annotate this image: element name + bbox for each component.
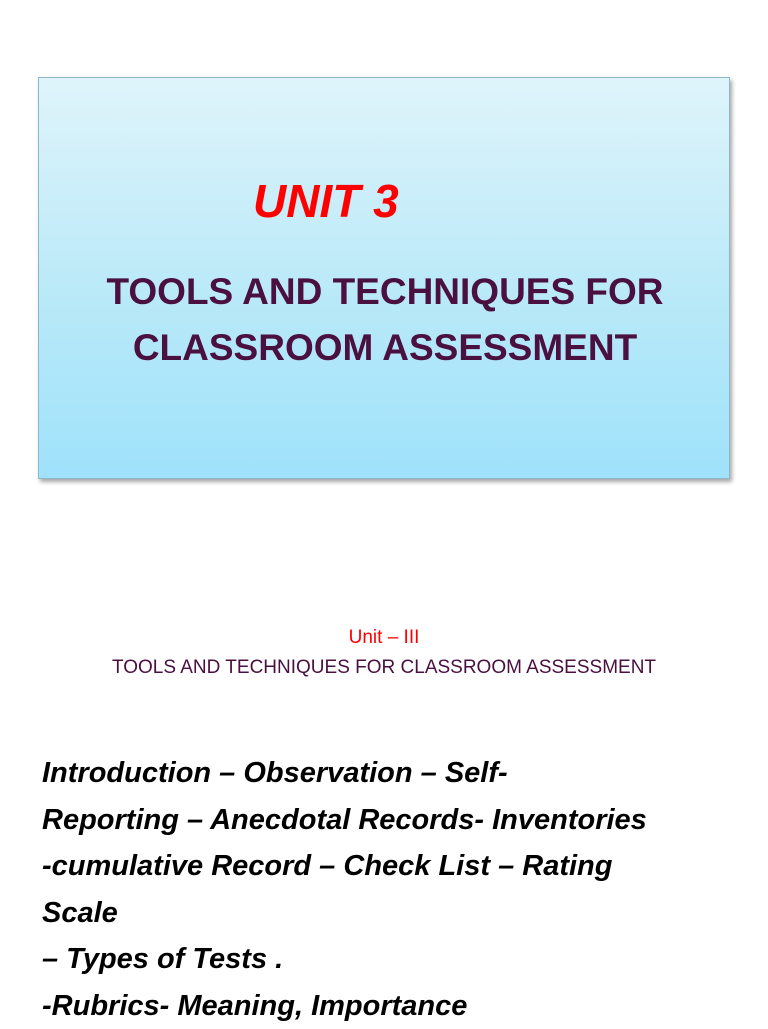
box-subtitle	[39, 264, 731, 376]
box-subtitle-line-2: CLASSROOM ASSESSMENT	[133, 327, 637, 368]
topic-line: – Types of Tests .	[42, 936, 742, 983]
topics-list	[42, 750, 742, 1029]
topic-line: Introduction – Observation – Self-	[42, 750, 742, 797]
unit-roman-label: Unit – III	[0, 627, 768, 649]
title-box	[38, 77, 730, 479]
unit-heading: UNIT 3	[253, 174, 399, 228]
topic-line: -cumulative Record – Check List – Rating	[42, 843, 742, 890]
topic-line: Scale	[42, 890, 742, 937]
topic-line: -Rubrics- Meaning, Importance	[42, 983, 742, 1029]
section-title: TOOLS AND TECHNIQUES FOR CLASSROOM ASSESSMENT	[0, 657, 768, 679]
topic-line: Reporting – Anecdotal Records- Inventories	[42, 797, 742, 844]
box-subtitle-line-1: TOOLS AND TECHNIQUES FOR	[106, 271, 663, 312]
